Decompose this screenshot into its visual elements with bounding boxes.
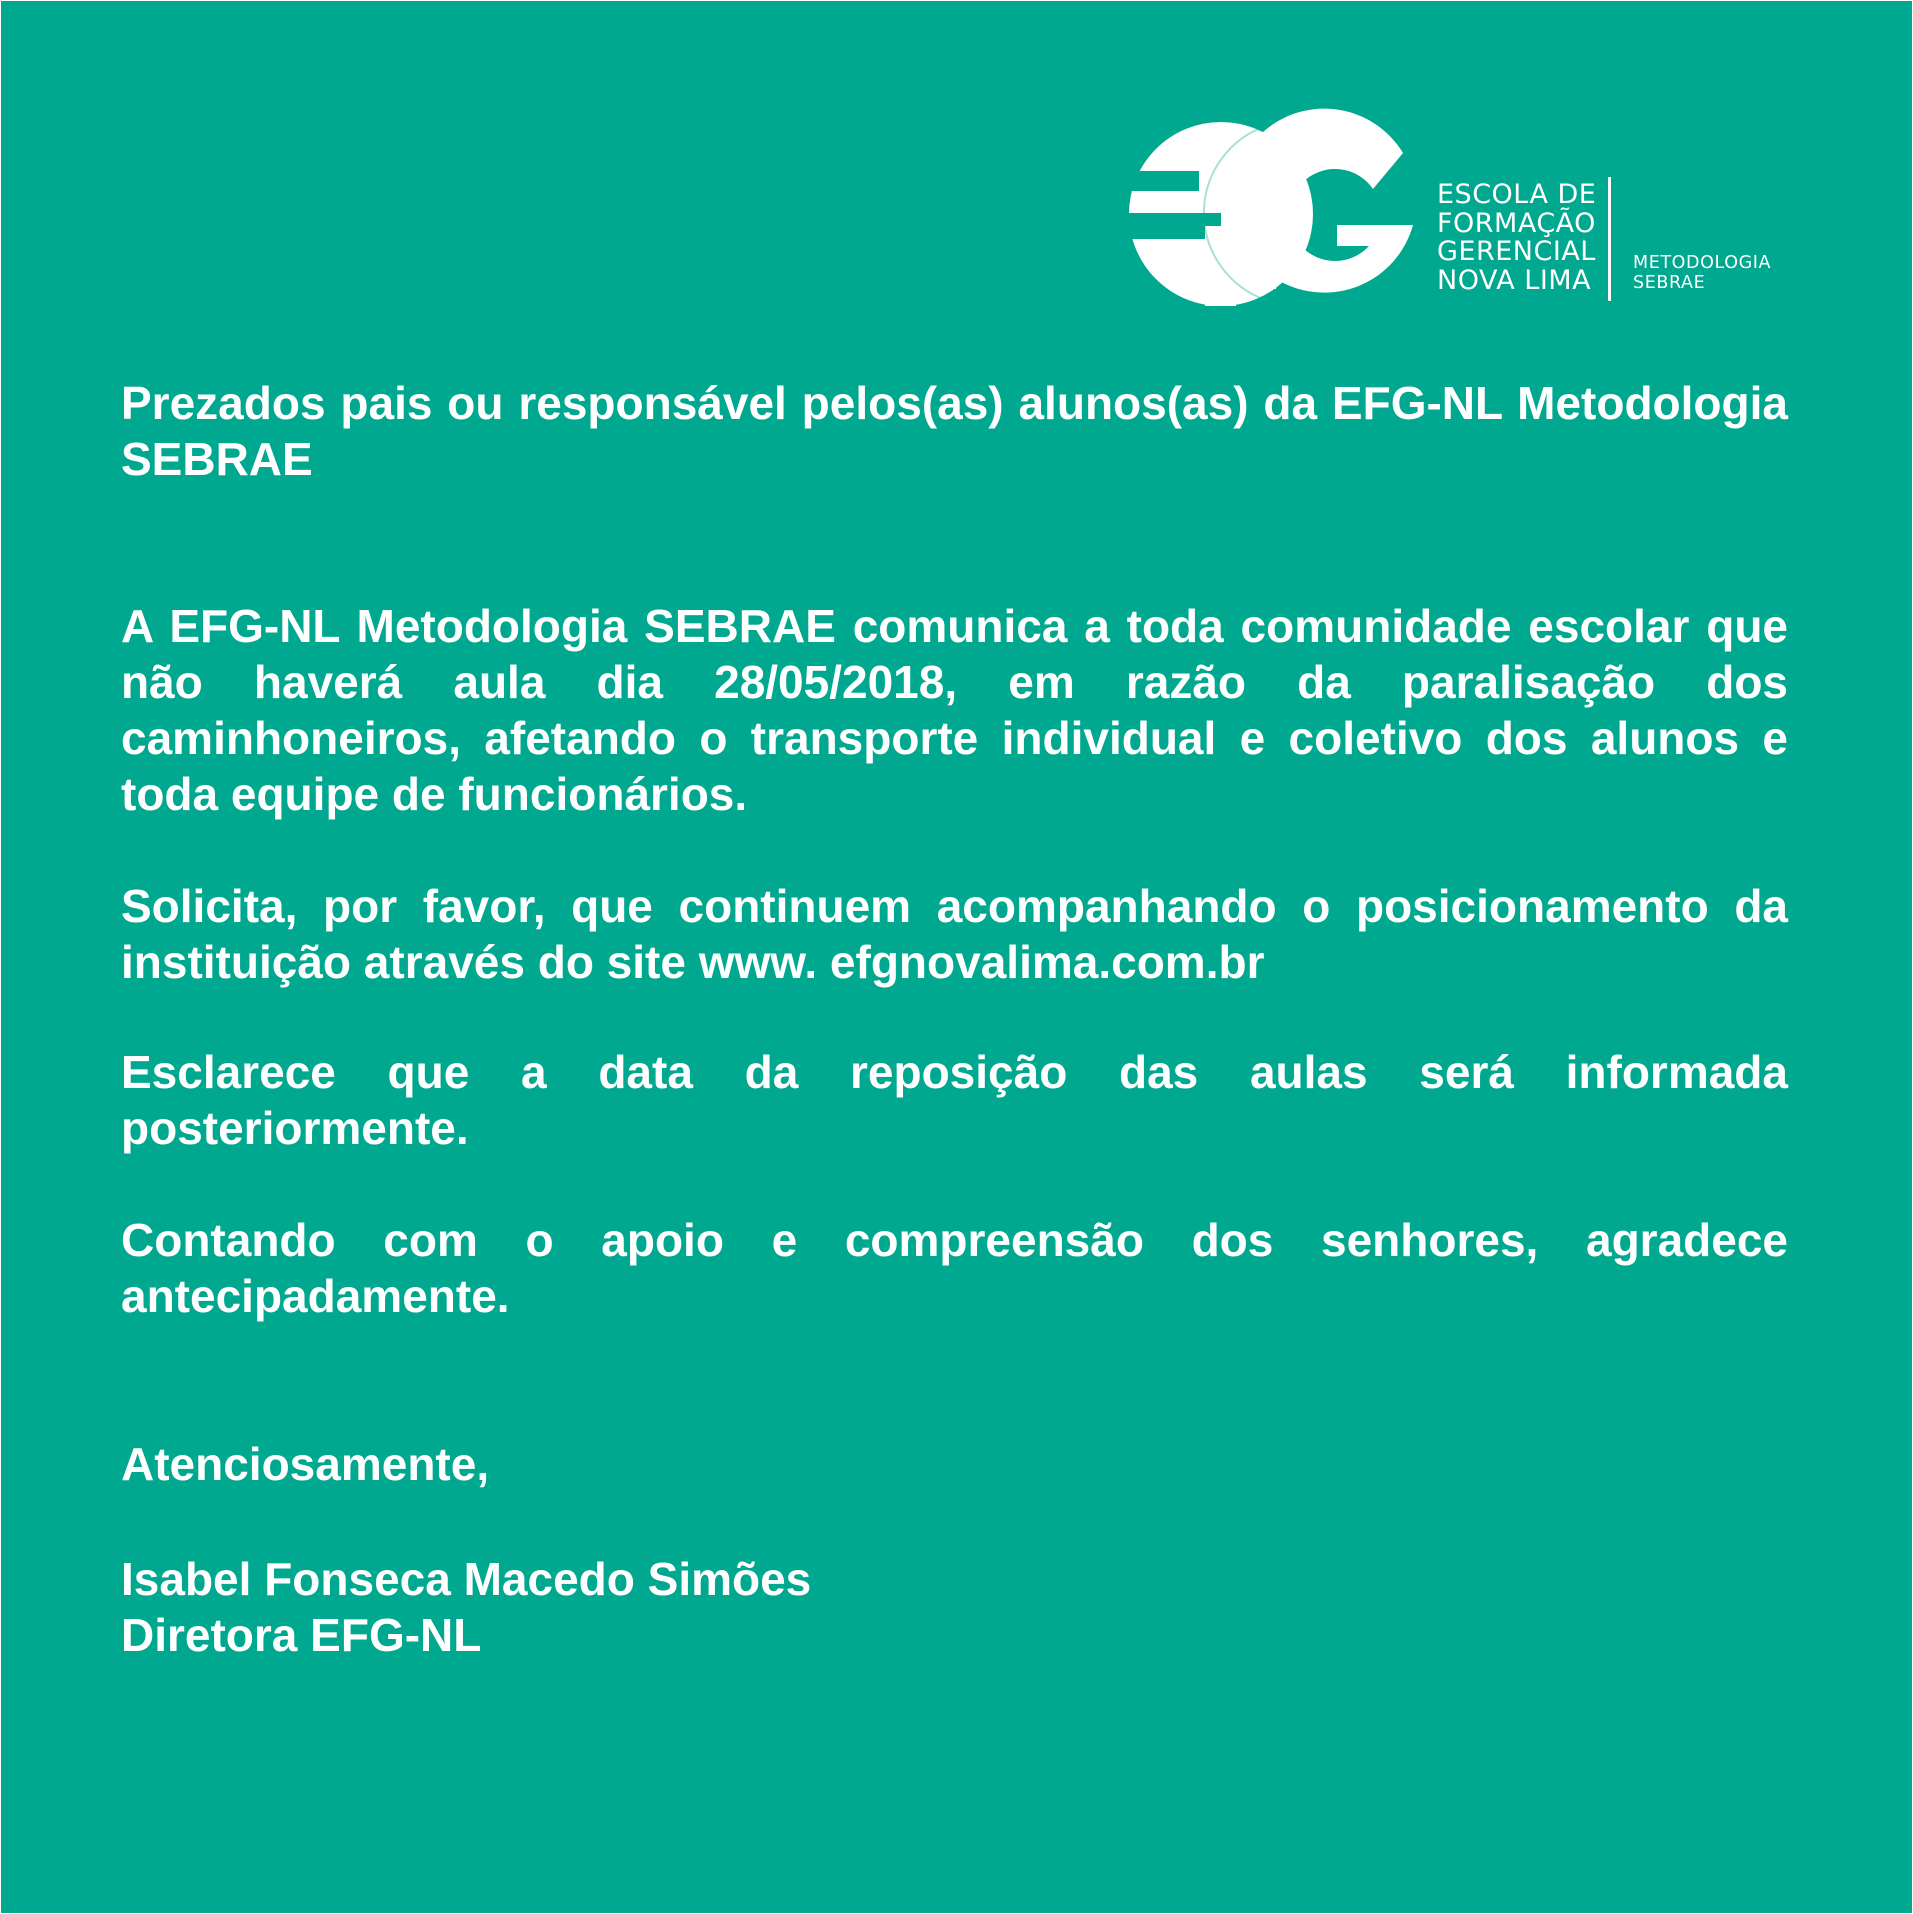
letter-closing: Atenciosamente,	[121, 1438, 490, 1490]
logo-methodology	[1633, 253, 1771, 293]
letter-paragraph-makeup-date: Esclarece que a data da reposição das aulas será informada posteriormente.	[121, 1046, 1788, 1154]
logo-school-name	[1437, 181, 1596, 295]
logo-divider	[1608, 177, 1611, 301]
signature-name: Isabel Fonseca Macedo Simões	[121, 1553, 812, 1605]
letter-greeting: Prezados pais ou responsável pelos(as) alunos(as) da EFG-NL Metodologia SEBRAE	[121, 377, 1788, 485]
logo-name-line: ESCOLA DE	[1437, 179, 1597, 210]
logo-name-line: NOVA LIMA	[1437, 264, 1592, 296]
logo-sub-line: SEBRAE	[1633, 273, 1706, 293]
logo-name-line: GERENCIAL	[1437, 236, 1596, 267]
logo-sub-line: METODOLOGIA	[1633, 253, 1772, 273]
signature-role: Diretora EFG-NL	[121, 1609, 482, 1661]
letter-paragraph-website: Solicita, por favor, que continuem acompanhando o posicionamento da instituição através do site www. efgnovalima.com.br	[121, 880, 1788, 988]
efg-logo-mark	[1101, 101, 1431, 311]
announcement-page	[1, 1, 1912, 1913]
letter-paragraph-announcement: A EFG-NL Metodologia SEBRAE comunica a toda comunidade escolar que não haverá aula dia 28/05/2018, em razão da paralisação dos caminhoneiros, afetando o transporte individual e coletivo dos alunos e toda equipe de funcionários.	[121, 600, 1788, 820]
efg-logo	[1101, 101, 1801, 311]
letter-paragraph-thanks: Contando com o apoio e compreensão dos senhores, agradece antecipadamente.	[121, 1214, 1788, 1322]
logo-name-line: FORMAÇÃO	[1437, 207, 1596, 239]
